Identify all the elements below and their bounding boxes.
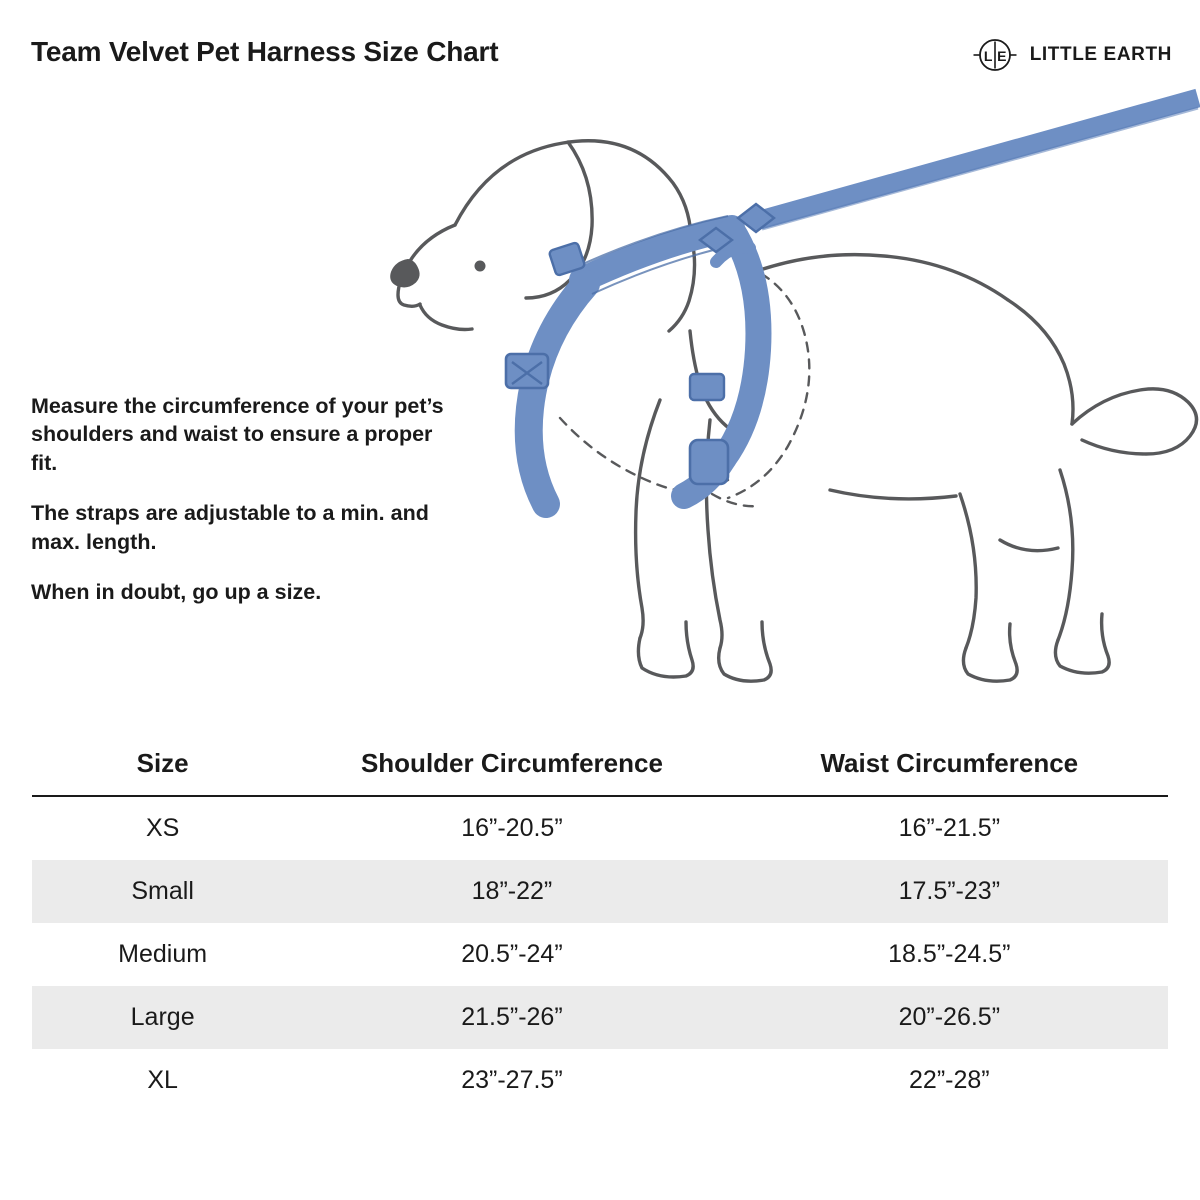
instruction-line-3: When in doubt, go up a size. <box>31 579 322 604</box>
cell-shoulder: 21.5”-26” <box>461 1003 563 1031</box>
cell-shoulder: 23”-27.5” <box>461 1066 563 1094</box>
cell-size: Large <box>130 1003 195 1031</box>
cell-shoulder: 16”-20.5” <box>461 814 563 842</box>
dog-harness-illustration <box>360 70 1200 720</box>
page-title: Team Velvet Pet Harness Size Chart <box>31 36 499 67</box>
cell-waist: 18.5”-24.5” <box>888 940 1011 968</box>
column-header-size: Size <box>136 748 189 778</box>
table-header-row <box>32 742 1168 796</box>
svg-text:E: E <box>996 48 1007 64</box>
size-chart-table <box>32 742 1168 1112</box>
instruction-line-2: The straps are adjustable to a min. and max. length. <box>31 501 429 554</box>
cell-shoulder: 20.5”-24” <box>461 940 563 968</box>
cell-size: Small <box>131 877 194 905</box>
cell-waist: 22”-28” <box>909 1066 990 1094</box>
table-row <box>32 923 1168 986</box>
table-row <box>32 986 1168 1049</box>
table-row <box>32 796 1168 860</box>
cell-size: XS <box>145 814 180 842</box>
column-header-waist: Waist Circumference <box>820 748 1079 778</box>
cell-waist: 17.5”-23” <box>898 877 1001 905</box>
brand-name: LITTLE EARTH <box>1029 44 1172 65</box>
table-row <box>32 860 1168 923</box>
svg-text:L: L <box>983 48 993 64</box>
table-row <box>32 1049 1168 1112</box>
cell-shoulder: 18”-22” <box>471 877 553 905</box>
instruction-line-1: Measure the circumference of your pet’s shoulders and waist to ensure a proper fit. <box>31 394 444 475</box>
cell-waist: 20”-26.5” <box>898 1003 1001 1031</box>
cell-waist: 16”-21.5” <box>898 814 1001 842</box>
column-header-shoulder: Shoulder Circumference <box>360 748 663 778</box>
cell-size: Medium <box>118 940 208 968</box>
cell-size: XL <box>147 1066 178 1094</box>
